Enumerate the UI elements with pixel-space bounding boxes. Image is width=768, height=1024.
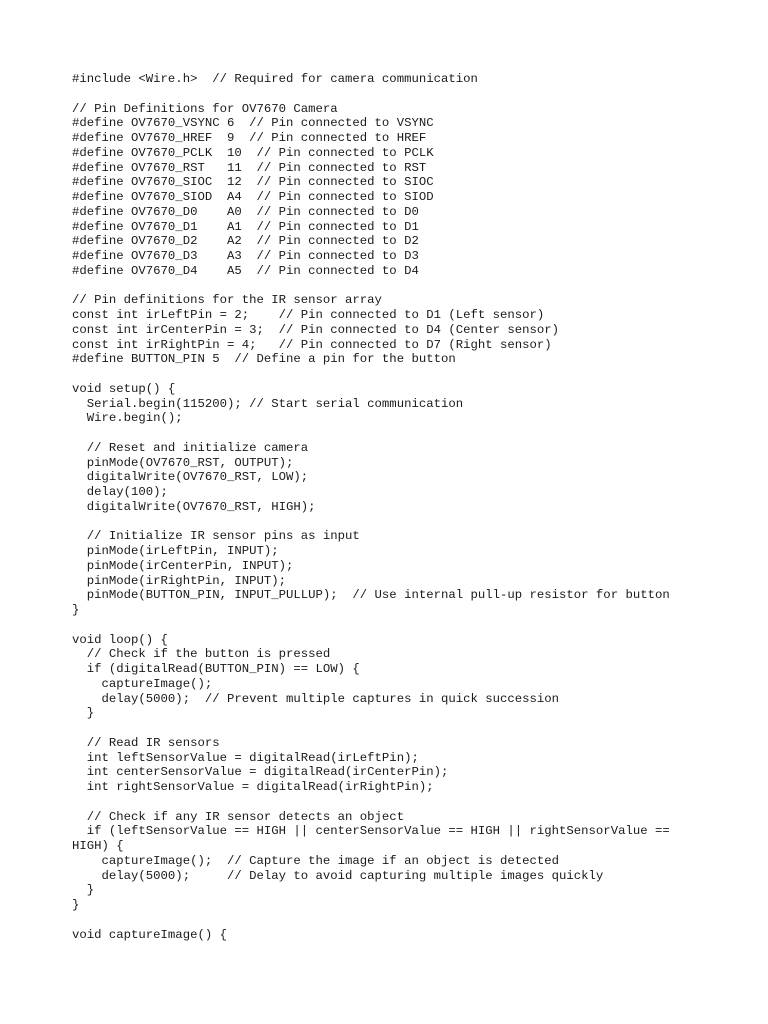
code-line: HIGH) { xyxy=(72,839,124,853)
code-line: // Check if the button is pressed xyxy=(72,647,331,662)
code-line xyxy=(72,618,670,633)
code-line xyxy=(72,515,670,530)
code-line: // Read IR sensors xyxy=(72,735,220,750)
code-line: #define OV7670_D0 A0 // Pin connected to D0 xyxy=(72,204,419,219)
code-line: delay(100); xyxy=(72,485,168,499)
code-line: // Reset and initialize camera xyxy=(72,440,309,455)
code-line: #define OV7670_HREF 9 // Pin connected to HREF xyxy=(72,131,427,145)
code-line: digitalWrite(OV7670_RST, LOW); xyxy=(72,470,309,485)
code-line: const int irLeftPin = 2; // Pin connected to D1 (Left sensor) xyxy=(72,308,545,322)
code-line: pinMode(irCenterPin, INPUT); xyxy=(72,558,294,573)
code-line xyxy=(72,426,670,441)
code-line: void setup() { xyxy=(72,381,176,396)
code-line: Wire.begin(); xyxy=(72,411,183,426)
code-line: // Pin definitions for the IR sensor array xyxy=(72,293,382,308)
code-line: #define OV7670_RST 11 // Pin connected to RST xyxy=(72,160,427,175)
code-line: if (leftSensorValue == HIGH || centerSensorValue == HIGH || rightSensorValue == xyxy=(72,824,670,839)
code-line: #define OV7670_D3 A3 // Pin connected to D3 xyxy=(72,249,419,263)
code-line: captureImage(); // Capture the image if an object is detected xyxy=(72,853,560,868)
code-line: // Pin Definitions for OV7670 Camera xyxy=(72,101,338,116)
code-line: #define OV7670_VSYNC 6 // Pin connected to VSYNC xyxy=(72,116,434,131)
code-line: digitalWrite(OV7670_RST, HIGH); xyxy=(72,499,316,514)
code-line: #define OV7670_D1 A1 // Pin connected to D1 xyxy=(72,219,419,234)
code-line: Serial.begin(115200); // Start serial communication xyxy=(72,396,464,411)
code-line: #define OV7670_PCLK 10 // Pin connected to PCLK xyxy=(72,145,434,160)
code-line: delay(5000); // Delay to avoid capturing multiple images quickly xyxy=(72,868,604,883)
code-line: #define OV7670_D4 A5 // Pin connected to D4 xyxy=(72,263,419,278)
code-line xyxy=(72,913,670,928)
code-line: const int irCenterPin = 3; // Pin connected to D4 (Center sensor) xyxy=(72,322,560,337)
code-line: } xyxy=(72,603,80,617)
code-listing xyxy=(72,72,670,942)
code-line: void captureImage() { xyxy=(72,927,227,942)
code-line: void loop() { xyxy=(72,632,168,647)
code-line: #define OV7670_SIOD A4 // Pin connected to SIOD xyxy=(72,190,434,204)
code-line: } xyxy=(72,883,95,898)
code-line: // Check if any IR sensor detects an object xyxy=(72,809,405,824)
code-line: if (digitalRead(BUTTON_PIN) == LOW) { xyxy=(72,662,360,676)
code-line: int centerSensorValue = digitalRead(irCenterPin); xyxy=(72,765,449,780)
code-line: } xyxy=(72,898,80,912)
code-line: #define OV7670_SIOC 12 // Pin connected to SIOC xyxy=(72,175,434,190)
code-line xyxy=(72,367,670,382)
code-line: #include <Wire.h> // Required for camera communication xyxy=(72,72,478,86)
code-line: int rightSensorValue = digitalRead(irRightPin); xyxy=(72,780,434,794)
code-line: int leftSensorValue = digitalRead(irLeftPin); xyxy=(72,750,419,765)
code-line: // Initialize IR sensor pins as input xyxy=(72,529,360,544)
code-line: pinMode(OV7670_RST, OUTPUT); xyxy=(72,455,294,470)
code-line xyxy=(72,279,670,294)
code-line: #define BUTTON_PIN 5 // Define a pin for the button xyxy=(72,352,456,367)
code-line: } xyxy=(72,706,95,721)
code-line: #define OV7670_D2 A2 // Pin connected to D2 xyxy=(72,234,419,249)
code-line: const int irRightPin = 4; // Pin connected to D7 (Right sensor) xyxy=(72,337,552,352)
code-line: pinMode(irRightPin, INPUT); xyxy=(72,573,287,588)
code-line: pinMode(BUTTON_PIN, INPUT_PULLUP); // Use internal pull-up resistor for button xyxy=(72,588,670,603)
code-line: captureImage(); xyxy=(72,676,213,691)
code-line xyxy=(72,795,670,810)
code-line: delay(5000); // Prevent multiple captures in quick succession xyxy=(72,691,560,706)
code-line xyxy=(72,721,670,736)
code-line xyxy=(72,87,670,102)
code-line: pinMode(irLeftPin, INPUT); xyxy=(72,544,279,558)
